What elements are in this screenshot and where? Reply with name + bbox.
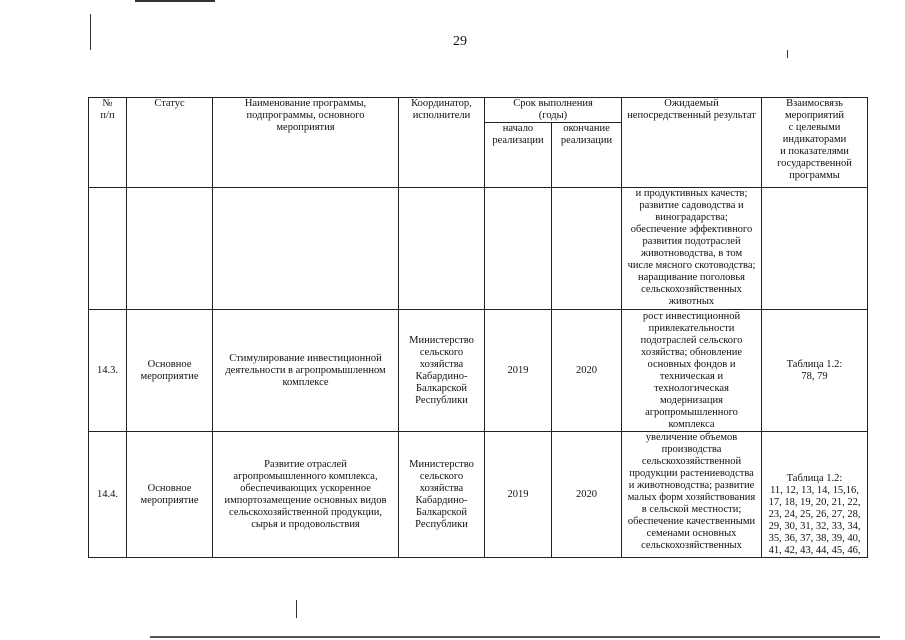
cell-end: 2020	[552, 432, 622, 558]
cell-end: 2020	[552, 310, 622, 432]
cell-status: Основное мероприятие	[127, 310, 213, 432]
header-end: окончание реализации	[552, 123, 622, 188]
cell-end	[552, 188, 622, 310]
cell-name: Развитие отраслей агропромышленного комплекса, обеспечивающих ускоренное импортозамещение основных видов сельскохозяйственной продукции, сырья и продовольствия	[213, 432, 399, 558]
header-row	[89, 98, 868, 123]
cell-num: 14.4.	[89, 432, 127, 558]
scan-mark-bottom-left	[296, 600, 297, 618]
table-row	[89, 188, 868, 310]
cell-coordinator: Министерство сельского хозяйства Кабардино- Балкарской Республики	[399, 432, 485, 558]
header-start: начало реализации	[485, 123, 552, 188]
scan-mark-bottom	[150, 636, 880, 638]
page-number: 29	[453, 34, 467, 49]
cell-result: и продуктивных качеств; развитие садоводства и виноградарства; обеспечение эффективного развития подотраслей животноводства, в том числе мясного скотоводства; наращивание поголовья сельскохозяйственных животных	[622, 188, 762, 310]
header-result: Ожидаемый непосредственный результат	[622, 98, 762, 188]
header-link: Взаимосвязь мероприятий с целевыми индикаторами и показателями государственной программы	[762, 98, 868, 188]
scan-mark-left	[90, 14, 91, 50]
header-status: Статус	[127, 98, 213, 188]
cell-name	[213, 188, 399, 310]
cell-coordinator: Министерство сельского хозяйства Кабардино- Балкарской Республики	[399, 310, 485, 432]
header-coordinator: Координатор, исполнители	[399, 98, 485, 188]
cell-num: 14.3.	[89, 310, 127, 432]
header-num: № п/п	[89, 98, 127, 188]
header-name: Наименование программы, подпрограммы, основного мероприятия	[213, 98, 399, 188]
cell-start: 2019	[485, 310, 552, 432]
cell-coordinator	[399, 188, 485, 310]
table-row	[89, 432, 868, 558]
header-period: Срок выполнения (годы)	[485, 98, 622, 123]
program-table	[88, 97, 868, 558]
table-row	[89, 310, 868, 432]
cell-result: увеличение объемов производства сельскохозяйственной продукции растениеводства и животноводства; развитие малых форм хозяйствования в сельской местности; обеспечение качественными семенами основных сельскохозяйственных	[622, 432, 762, 558]
scan-mark-right	[787, 50, 788, 58]
cell-start: 2019	[485, 432, 552, 558]
cell-status	[127, 188, 213, 310]
cell-link: Таблица 1.2: 11, 12, 13, 14, 15,16, 17, 18, 19, 20, 21, 22, 23, 24, 25, 26, 27, 28, 29, 30, 31, 32, 33, 34, 35, 36, 37, 38, 39, 40, 41, 42, 43, 44, 45, 46,	[762, 432, 868, 558]
cell-num	[89, 188, 127, 310]
cell-link	[762, 188, 868, 310]
cell-name: Стимулирование инвестиционной деятельности в агропромышленном комплексе	[213, 310, 399, 432]
cell-result: рост инвестиционной привлекательности подотраслей сельского хозяйства; обновление основных фондов и техническая и технологическая модернизация агропромышленного комплекса	[622, 310, 762, 432]
cell-start	[485, 188, 552, 310]
cell-status: Основное мероприятие	[127, 432, 213, 558]
scan-mark-top	[135, 0, 215, 2]
cell-link: Таблица 1.2: 78, 79	[762, 310, 868, 432]
